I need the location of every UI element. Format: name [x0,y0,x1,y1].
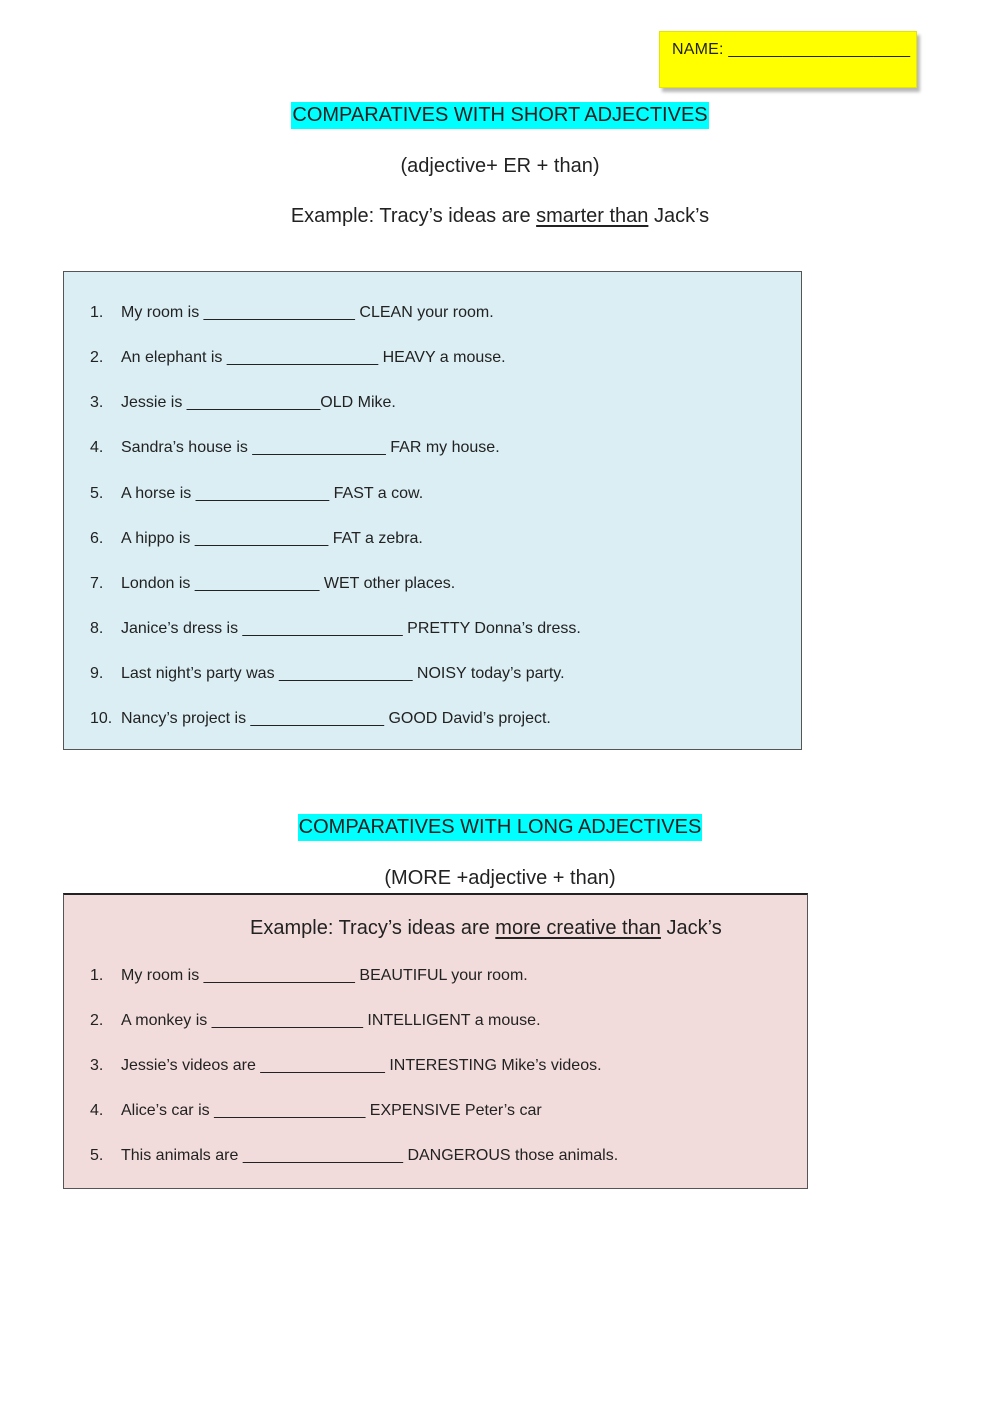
exercise-item[interactable]: 4. Sandra’s house is _______________ FAR my house. [90,439,500,456]
name-field[interactable] [659,31,917,88]
exercise-item[interactable]: 2. A monkey is _________________ INTELLIGENT a mouse. [90,1012,541,1029]
exercise-item[interactable]: 2. An elephant is _________________ HEAVY a mouse. [90,349,506,366]
long-section-title-line [0,816,1000,839]
long-example-prefix: Example: Tracy’s ideas are [250,917,496,939]
exercise-item[interactable]: 6. A hippo is _______________ FAT a zebra. [90,530,423,547]
short-section-title-line [0,104,1000,127]
exercise-item[interactable]: 4. Alice’s car is _________________ EXPENSIVE Peter’s car [90,1102,542,1119]
short-section-title: COMPARATIVES WITH SHORT ADJECTIVES [291,102,708,129]
short-example-prefix: Example: Tracy’s ideas are [290,205,537,227]
short-section-example [0,205,1000,228]
long-section-rule: (MORE +adjective + than) [384,867,616,889]
short-example-underlined: smarter than [536,205,649,227]
long-exercise-box [63,893,808,1189]
exercise-item[interactable]: 5. This animals are __________________ DANGEROUS those animals. [90,1147,619,1164]
exercise-item[interactable]: 3. Jessie’s videos are ______________ INTERESTING Mike’s videos. [90,1057,602,1074]
name-label: NAME: ____________________ [672,41,911,58]
exercise-item[interactable]: 9. Last night’s party was _______________ NOISY today’s party. [90,665,565,682]
long-example-underlined: more creative than [495,917,661,939]
long-section-example [250,917,722,940]
short-section-rule: (adjective+ ER + than) [400,155,600,177]
exercise-item[interactable]: 7. London is ______________ WET other places. [90,575,456,592]
exercise-item[interactable]: 3. Jessie is _______________OLD Mike. [90,394,396,411]
exercise-item[interactable]: 10. Nancy’s project is _______________ GOOD David’s project. [90,710,551,727]
exercise-item[interactable]: 1. My room is _________________ CLEAN your room. [90,304,494,321]
long-section-title: COMPARATIVES WITH LONG ADJECTIVES [298,814,703,841]
exercise-item[interactable]: 5. A horse is _______________ FAST a cow. [90,485,424,502]
long-example-suffix: Jack’s [660,917,722,939]
exercise-item[interactable]: 1. My room is _________________ BEAUTIFUL your room. [90,967,528,984]
exercise-item[interactable]: 8. Janice’s dress is __________________ PRETTY Donna’s dress. [90,620,581,637]
short-example-suffix: Jack’s [648,205,710,227]
short-exercise-box [63,271,802,750]
